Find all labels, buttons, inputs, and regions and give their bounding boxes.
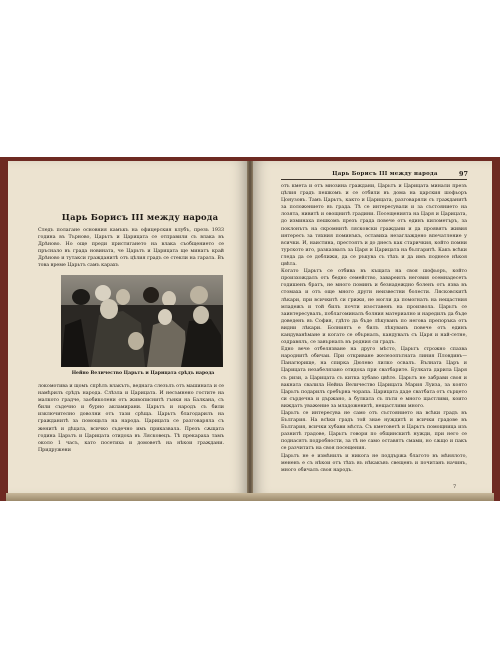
photo-caption: Нейно Величество Царьтъ и Царицата срѣдъ народа (71, 371, 215, 376)
right-page (253, 161, 492, 495)
right-body-text: отъ кмета и отъ мнозина граждани, Царьтъ и Царицата минали презъ цѣлия градъ пешкомъ и се отбили въ дома на царския шофьоръ Цонузовъ. Тамъ Царьтъ, както и Царицата, разговаряли съ гражданитѣ за положението въ града. Тѣ се интересували и за състоянието на лозята, нивитѣ и овощнитѣ градини. Посещенията на Царя и Царицата, до изминаха пешкомъ презъ града повече отъ единъ километъръ, за поклонътъ на скромнитѣ лясковски граждани и да проявятъ живия интересъ за тяхния поминъкъ, оставиха незаглаждено впечатление у всички. И, наистина, престоятъ и до днесъ как старичкия, който помни турското иго, разказвалъ за Царя и Царицата на българитѣ. Какъ всѣки гледа да се доближи, да се ръкува съ тѣхъ и да имъ поднесе нѣкоя цвѣта. Когато Царьтъ се отбива въ къщата на своя шофьоръ, който произхождалъ отъ бедно семейство, завареилъ неговия осемнадесетъ годишенъ братъ, не много поминъ и безнадеждно боленъ отъ язва въ стомаха и отъ още много други неизвестни болести. Лясковскитѣ лѣкари, при всичкитѣ си грижи, не могли да помогнатъ на нещастния младежъ и той билъ почти изоставенъ на произвола. Царьтъ се заинтересувалъ, поблагоминалъ болния материално и наредилъ да бъде доведенъ въ София, гдѣто да бъде лѣкуванъ по негова препоръка отъ видни лѣкари. Болниятъ е билъ лѣкуванъ повече отъ единъ кандуванѣмане и когато се обърналъ, кандувалъ съ Царя и най-сетне, оздравялъ, се завърналъ въ родния си градъ. Едно вече отбелязване на друго мѣсто, Царьтъ строжно спазва народнитѣ обичаи. При откриване железопътната линия Пловдивъ—Панагюрище, на спирка Дюлево лилко освалъ. Вълната Царъ и Царицата незабелязано отидоха при сватбарите. Булката дарила Царя съ ризи, а Царицата съ китка хубаво цвѣте. Царьтъ не забрави своя и вакната свалила Нейна Величество Царицата Мария Луиза, за която Царьтъ подарилъ сребърна чорапа. Царицата даде сватбата отъ сърцето си сърдечна и държано, а булката съ пъти е много щастливи, които виждатъ уважение за младоженитѣ, нещастливи много. Царьтъ се интересува не само отъ състоянието на всѣки градъ въ България. На всѣки градъ той знае нуждитѣ и всички градове въ България, всички хубави мѣста. Съ кметоветѣ и Царьтъ помощница изъ разнитѣ градове, Царьтъ говори по общинскитѣ нужди, при него се поднасятъ подробности, за тѣ не само оставятъ смами, но сѫщо и пакъ се разчитатъ на своя посещения. Царьтъ не е измѣнилъ и никога не поддържа благото въ мѣнялото, мененъ е съ нѣкои отъ тѣхъ въ нѣкакъвъ свещенъ и почитанъ начинъ, много обичалъ своя народъ. (281, 184, 467, 473)
running-head: Царь Борисъ III между народа (332, 171, 438, 177)
left-page (8, 161, 247, 495)
intro-paragraph: Следъ полагане основния камъкъ на офицерския клубъ, презъ 1933 година въ Търново, Царьтъ и Царицата се отправили съ влака въ Дрѣново. Но още преди пристигането на влака съобщението се пръснало въ града новината, че Царьтъ и Царицата ще минатъ край Дрѣново и тутакси гражданитѣ отъ цѣлия градъ се стекли на гарата. Въ това време Царьтъ самъ карахъ (38, 228, 224, 269)
header-rule (281, 179, 467, 180)
page-number: 97 (459, 170, 468, 178)
open-book (0, 157, 500, 501)
body-paragraph: локомотива и щомъ спрѣлъ влакътъ, веднага слезълъ отъ машината и се намѣрилъ срѣдъ народа. Слѣзла и Царицата. И несъмнено гостите на малкото градче, заобиколени отъ живописнитѣ гънки на Балкана, съ били съдечно и бурно акламирани. Царьтъ и народъ съ били изключително доволни отъ тази срѣща. Царьтъ благодарилъ на гражданитѣ за помощьта на народа. Царицата се разговаряла съ женитѣ и дѣцата, всичко съдечно имъ приказвала. Презъ сѫщата година Царьтъ и Царицата отидоха въ Лясковецъ. Тѣ прекараха тамъ около 1 часъ, като посетиха и домоветѣ на нѣкои граждани. Придружени (38, 384, 224, 453)
photo-royals-among-people (61, 275, 223, 367)
signature-mark: 7 (453, 484, 457, 490)
page-edges (6, 493, 494, 501)
page-title: Царь Борисъ III между народа (61, 212, 219, 222)
